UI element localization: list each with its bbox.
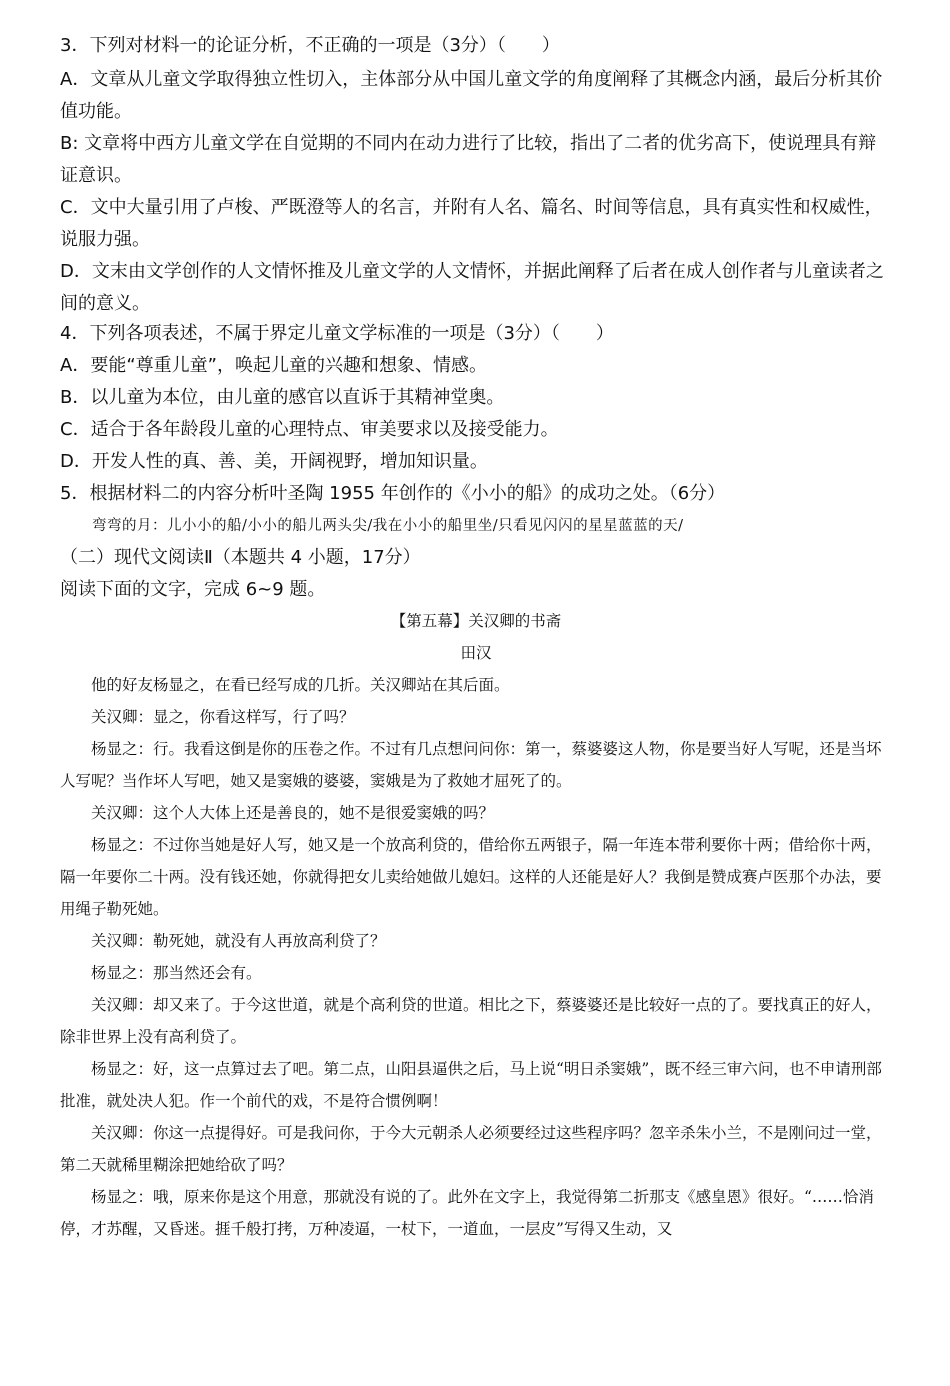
excerpt-paragraph: 杨显之：那当然还会有。: [91, 964, 262, 982]
excerpt-paragraph: 杨显之：哦，原来你是这个用意，那就没有说的了。此外在文字上，我觉得第二折那支《感皇恩》很好。“……恰消停，才苏醒，又昏迷。捱千般打拷，万种凌逼，一杖下，一道血，一层皮”写得又生动，又: [60, 1188, 874, 1238]
excerpt-paragraph: 杨显之：好，这一点算过去了吧。第二点，山阳县逼供之后，马上说“明日杀窦娥”，既不经三审六问，也不申请刑部批准，就处决人犯。作一个前代的戏，不是符合惯例啊！: [60, 1060, 882, 1110]
question-5-stem: 5．根据材料二的内容分析叶圣陶 1955 年创作的《小小的船》的成功之处。（6分）: [60, 483, 726, 504]
excerpt-paragraph: 关汉卿：你这一点提得好。可是我问你，于今大元朝杀人必须要经过这些程序吗？忽辛杀朱小兰，不是刚问过一堂，第二天就稀里糊涂把她给砍了吗？: [60, 1124, 882, 1174]
excerpt-paragraph: 关汉卿：勒死她，就没有人再放高利贷了？: [91, 932, 386, 950]
excerpt-paragraph: 关汉卿：这个人大体上还是善良的，她不是很爱窦娥的吗？: [91, 804, 495, 822]
question-3-option-a: A．文章从儿童文学取得独立性切入，主体部分从中国儿童文学的角度阐释了其概念内涵，最后分析其价值功能。: [60, 69, 883, 122]
excerpt-paragraph: 关汉卿：却又来了。于今这世道，就是个高利贷的世道。相比之下，蔡婆婆还是比较好一点的了。要找真正的好人，除非世界上没有高利贷了。: [60, 996, 882, 1046]
question-3-option-c: C．文中大量引用了卢梭、严既澄等人的名言，并附有人名、篇名、时间等信息，具有真实性和权威性，说服力强。: [60, 197, 883, 250]
question-4-option-b: B．以儿童为本位，由儿童的感官以直诉于其精神堂奥。: [60, 387, 505, 408]
question-4-option-c: C．适合于各年龄段儿童的心理特点、审美要求以及接受能力。: [60, 419, 559, 440]
excerpt-paragraph: 关汉卿：显之，你看这样写，行了吗？: [91, 708, 355, 726]
section-heading: （二）现代文阅读Ⅱ（本题共 4 小题，17分）: [60, 547, 421, 568]
question-4-option-a: A．要能“尊重儿童”，唤起儿童的兴趣和想象、情感。: [60, 355, 487, 376]
excerpt-paragraph: 杨显之：不过你当她是好人写，她又是一个放高利贷的，借给你五两银子，隔一年连本带利要你十两；借给你十两，隔一年要你二十两。没有钱还她，你就得把女儿卖给她做儿媳妇。这样的人还能是好人？我倒是赞成赛卢医那个办法，要用绳子勒死她。: [60, 836, 882, 918]
excerpt-paragraph: 杨显之：行。我看这倒是你的压卷之作。不过有几点想问问你：第一，蔡婆婆这人物，你是要当好人写呢，还是当坏人写呢？当作坏人写吧，她又是窦娥的婆婆，窦娥是为了救她才屈死了的。: [60, 740, 882, 790]
excerpt-title: 【第五幕】关汉卿的书斋: [390, 612, 562, 630]
question-4-option-d: D．开发人性的真、善、美，开阔视野，增加知识量。: [60, 451, 488, 472]
section-instruction: 阅读下面的文字，完成 6~9 题。: [60, 579, 326, 600]
excerpt-author: 田汉: [460, 644, 492, 662]
question-3-option-d: D．文末由文学创作的人文情怀推及儿童文学的人文情怀，并据此阐释了后者在成人创作者与儿童读者之间的意义。: [60, 261, 884, 314]
question-3-stem: 3．下列对材料一的论证分析，不正确的一项是（3分）（ ）: [60, 35, 560, 56]
question-5-poem: 弯弯的月：儿小小的船/小小的船儿两头尖/我在小小的船里坐/只看见闪闪的星星蓝蓝的天/: [92, 518, 684, 534]
question-4-stem: 4．下列各项表述，不属于界定儿童文学标准的一项是（3分）（ ）: [60, 323, 614, 344]
excerpt-paragraph: 他的好友杨显之，在看已经写成的几折。关汉卿站在其后面。: [91, 676, 510, 694]
question-3-option-b: B: 文章将中西方儿童文学在自觉期的不同内在动力进行了比较，指出了二者的优劣高下，使说理具有辩证意识。: [60, 133, 877, 186]
